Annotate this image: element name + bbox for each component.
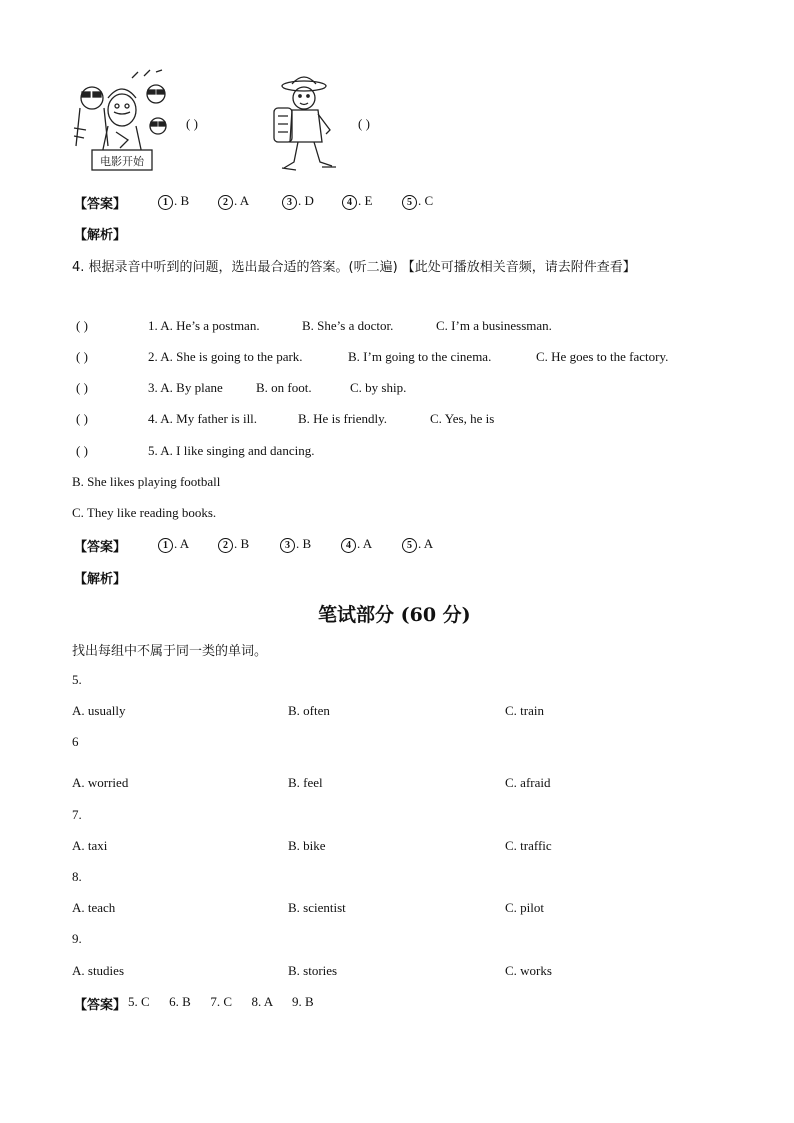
option-c: C. train <box>505 703 544 718</box>
section-title: 笔试部分 (60 分) <box>318 604 471 626</box>
option-a: A. worried <box>72 775 129 790</box>
question-number: 5. <box>72 672 82 687</box>
option-c: C. pilot <box>505 900 545 915</box>
q4-row-1-paren[interactable]: ( ) <box>76 318 88 333</box>
q4-row-4-option-a: 4. A. My father is ill. <box>148 411 258 426</box>
cinema-sign-text: 电影开始 <box>100 155 144 168</box>
option-c: C. works <box>505 963 552 978</box>
question-number: 6 <box>72 734 79 749</box>
option-b: B. often <box>288 703 330 718</box>
option-a: A. taxi <box>72 838 108 853</box>
option-c: C. afraid <box>505 775 551 790</box>
answer-3-values: 5. C 6. B 7. C 8. A 9. B <box>128 994 314 1009</box>
answer-label-2: 【答案】 <box>74 540 127 555</box>
q4-row-5-option-b: B. She likes playing football <box>72 474 221 489</box>
q4-row-2-option-b: B. I’m going to the cinema. <box>348 349 492 364</box>
option-b: B. feel <box>288 775 323 790</box>
analysis-label-2: 【解析】 <box>74 572 127 587</box>
question-4-instruction: 4. 根据录音中听到的问题，选出最合适的答案。(听二遍) 【此处可播放相关音频，请去附件查看】 <box>72 260 636 275</box>
picture-answer-blank-1[interactable]: ( ) <box>186 116 198 131</box>
question-number: 7. <box>72 807 82 822</box>
answer-item: 1 . B <box>158 193 189 210</box>
cinema-illustration <box>72 68 172 176</box>
option-b: B. stories <box>288 963 338 978</box>
picture-answer-blank-2[interactable]: ( ) <box>358 116 370 131</box>
analysis-label-1: 【解析】 <box>74 228 127 243</box>
answer-item: 1 . A <box>158 536 189 553</box>
q4-row-1-option-a: 1. A. He’s a postman. <box>148 318 260 333</box>
answer-item: 5 . A <box>402 536 433 553</box>
q4-row-3-paren[interactable]: ( ) <box>76 380 88 395</box>
q4-row-3-option-b: B. on foot. <box>256 380 312 395</box>
option-a: A. usually <box>72 703 126 718</box>
option-c: C. traffic <box>505 838 552 853</box>
question-number: 8. <box>72 869 82 884</box>
q4-row-3-option-a: 3. A. By plane <box>148 380 223 395</box>
q4-row-1-option-c: C. I’m a businessman. <box>436 318 552 333</box>
option-a: A. studies <box>72 963 124 978</box>
answer-item: 3 . D <box>282 193 314 210</box>
question-number: 9. <box>72 931 82 946</box>
q4-row-4-paren[interactable]: ( ) <box>76 411 88 426</box>
option-b: B. scientist <box>288 900 346 915</box>
answer-item: 4 . A <box>341 536 372 553</box>
answer-label-1: 【答案】 <box>74 197 127 212</box>
q4-row-3-option-c: C. by ship. <box>350 380 407 395</box>
q4-row-5-option-a: 5. A. I like singing and dancing. <box>148 443 315 458</box>
section-instruction: 找出每组中不属于同一类的单词。 <box>72 644 268 659</box>
q4-row-2-option-c: C. He goes to the factory. <box>536 349 669 364</box>
hiker-illustration <box>264 72 344 176</box>
answer-item: 2 . A <box>218 193 249 210</box>
answer-item: 3 . B <box>280 536 311 553</box>
answer-item: 2 . B <box>218 536 249 553</box>
q4-row-1-option-b: B. She’s a doctor. <box>302 318 394 333</box>
q4-row-5-option-c: C. They like reading books. <box>72 505 217 520</box>
answer-item: 5 . C <box>402 193 433 210</box>
answer-item: 4 . E <box>342 193 372 210</box>
q4-row-5-paren[interactable]: ( ) <box>76 443 88 458</box>
q4-row-2-option-a: 2. A. She is going to the park. <box>148 349 303 364</box>
answer-label-3: 【答案】 <box>74 998 127 1013</box>
q4-row-2-paren[interactable]: ( ) <box>76 349 88 364</box>
q4-row-4-option-b: B. He is friendly. <box>298 411 388 426</box>
option-a: A. teach <box>72 900 116 915</box>
option-b: B. bike <box>288 838 326 853</box>
q4-row-4-option-c: C. Yes, he is <box>430 411 495 426</box>
